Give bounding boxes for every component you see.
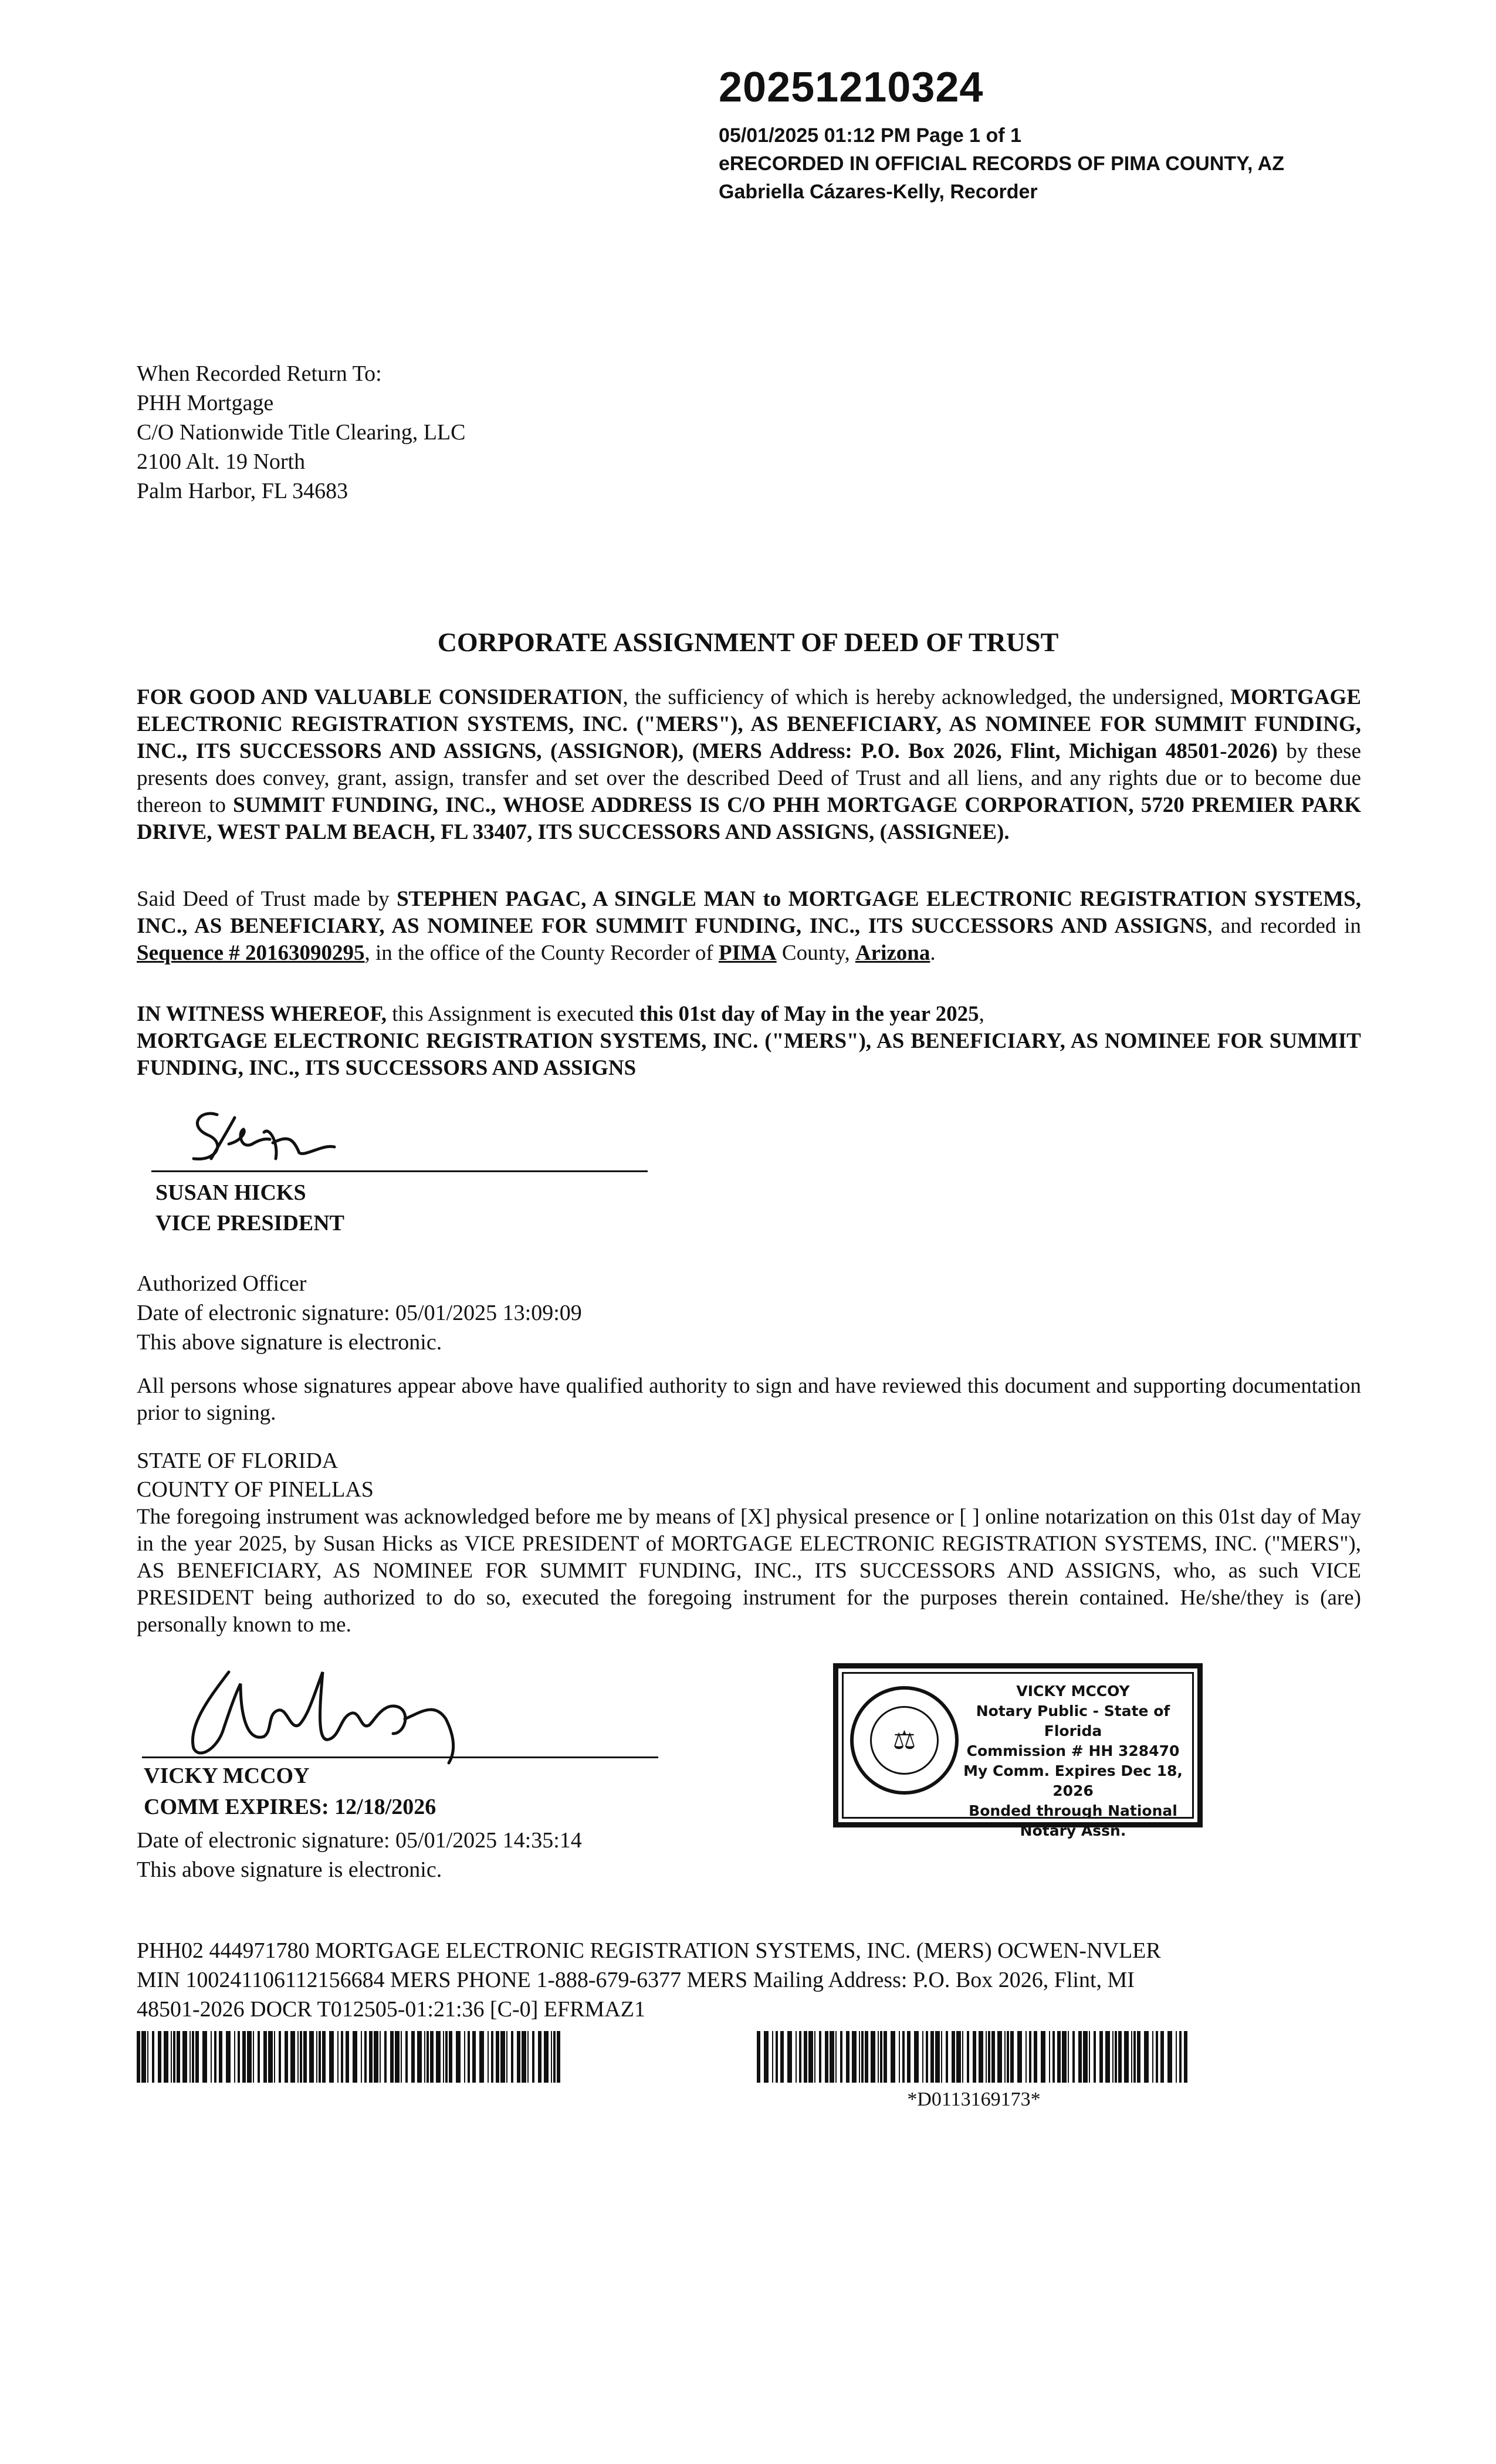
barcode-bar bbox=[472, 2031, 476, 2083]
recorder-name: Gabriella Cázares-Kelly, Recorder bbox=[719, 181, 1038, 203]
barcode-bar bbox=[427, 2031, 429, 2083]
signer-signature-date: Date of electronic signature: 05/01/2025 13:09:09 bbox=[137, 1301, 582, 1325]
barcode-bar bbox=[417, 2031, 422, 2083]
barcode-bar bbox=[361, 2031, 362, 2083]
barcode-bar bbox=[137, 2031, 140, 2083]
barcode-bar bbox=[922, 2031, 923, 2083]
barcode-bar bbox=[1176, 2031, 1177, 2083]
authority-statement: All persons whose signatures appear above have qualified authority to sign and have reviewed this document and supporting documentation prior to signing. bbox=[137, 1374, 1361, 1425]
state-name: Arizona bbox=[855, 941, 930, 965]
barcode-bar bbox=[152, 2031, 154, 2083]
para2-text-5: . bbox=[930, 941, 936, 965]
barcode-bar bbox=[988, 2031, 990, 2083]
barcode-bar bbox=[517, 2031, 520, 2083]
barcode-bar bbox=[164, 2031, 168, 2083]
barcode-bar bbox=[787, 2031, 792, 2083]
barcode-bar bbox=[300, 2031, 302, 2083]
barcode-bar bbox=[242, 2031, 246, 2083]
barcode-bar bbox=[899, 2031, 900, 2083]
barcode-bar bbox=[424, 2031, 425, 2083]
barcode-bar bbox=[226, 2031, 231, 2083]
barcode-bar bbox=[285, 2031, 288, 2083]
barcode-bar bbox=[776, 2031, 778, 2083]
para1-text-2: by these presents does convey, grant, assign, transfer and set over the described Deed of Trust and all liens, and any rights due or to become due thereon to bbox=[137, 739, 1361, 817]
barcode-bar bbox=[468, 2031, 470, 2083]
barcode-bar bbox=[1068, 2031, 1069, 2083]
barcode-bar bbox=[141, 2031, 146, 2083]
barcode-bar bbox=[796, 2031, 797, 2083]
susan-hicks-signature bbox=[176, 1103, 352, 1173]
barcode-bar bbox=[337, 2031, 339, 2083]
barcode-bar bbox=[997, 2031, 1002, 2083]
barcode-bar bbox=[353, 2031, 357, 2083]
barcode-bar bbox=[258, 2031, 260, 2083]
barcode-bar bbox=[1124, 2031, 1129, 2083]
barcode-bar bbox=[1007, 2031, 1009, 2083]
barcode-bar bbox=[880, 2031, 882, 2083]
stamp-notary-state: Notary Public - State of Florida bbox=[976, 1703, 1170, 1739]
barcode-bar bbox=[952, 2031, 955, 2083]
witness-entity: MORTGAGE ELECTRONIC REGISTRATION SYSTEMS, INC. ("MERS"), AS BENEFICIARY, AS NOMINEE FOR SUMMIT FUNDING, INC., ITS SUCCESSORS AND ASSIGNS bbox=[137, 1029, 1361, 1080]
barcode-bar bbox=[430, 2031, 434, 2083]
barcode-bar bbox=[1156, 2031, 1158, 2083]
barcode-bar bbox=[374, 2031, 378, 2083]
barcode-label: *D0113169173* bbox=[907, 2089, 1041, 2110]
footer-line: PHH02 444971780 MORTGAGE ELECTRONIC REGISTRATION SYSTEMS, INC. (MERS) OCWEN-NVLER bbox=[137, 1938, 1161, 1963]
barcode-right bbox=[757, 2031, 1191, 2083]
notary-state: STATE OF FLORIDA bbox=[137, 1448, 339, 1473]
barcode-bar bbox=[405, 2031, 408, 2083]
assignment-paragraph bbox=[137, 684, 1361, 846]
barcode-bar bbox=[1115, 2031, 1117, 2083]
stamp-expires: My Comm. Expires Dec 18, 2026 bbox=[963, 1762, 1183, 1799]
barcode-bar bbox=[1105, 2031, 1110, 2083]
recording-number: 20251210324 bbox=[719, 64, 984, 111]
barcode-bar bbox=[390, 2031, 394, 2083]
seal-emblem-icon: ⚖ bbox=[870, 1706, 939, 1775]
authorized-officer: Authorized Officer bbox=[137, 1271, 307, 1296]
barcode-bar bbox=[171, 2031, 172, 2083]
barcode-bar bbox=[884, 2031, 887, 2083]
barcode-bar bbox=[1144, 2031, 1149, 2083]
return-to-line: Palm Harbor, FL 34683 bbox=[137, 479, 348, 503]
barcode-bar bbox=[967, 2031, 969, 2083]
barcode-bar bbox=[247, 2031, 252, 2083]
deed-of-trust-paragraph bbox=[137, 886, 1361, 967]
barcode-bar bbox=[527, 2031, 529, 2083]
barcode-bar bbox=[303, 2031, 307, 2083]
barcode-bar bbox=[764, 2031, 769, 2083]
barcode-bar bbox=[532, 2031, 534, 2083]
barcode-bar bbox=[946, 2031, 948, 2083]
barcode-bar bbox=[1131, 2031, 1132, 2083]
barcode-bar bbox=[830, 2031, 834, 2083]
assignor-bold: MORTGAGE ELECTRONIC REGISTRATION SYSTEMS, INC. ("MERS"), AS BENEFICIARY, AS NOMINEE FOR SUMMIT FUNDING, INC., ITS SUCCESSORS AND ASSIGNS, (ASSIGNOR), (MERS Address: P.O. Box 2026, Flint, Michigan 48501-2026) bbox=[137, 685, 1361, 763]
barcode-bar bbox=[956, 2031, 961, 2083]
barcode-bar bbox=[551, 2031, 552, 2083]
barcode-bar bbox=[443, 2031, 444, 2083]
barcode-bar bbox=[544, 2031, 549, 2083]
barcode-bar bbox=[1004, 2031, 1006, 2083]
barcode-bar bbox=[979, 2031, 983, 2083]
notary-name: VICKY MCCOY bbox=[144, 1764, 310, 1788]
notary-stamp bbox=[833, 1663, 1203, 1839]
barcode-bar bbox=[1057, 2031, 1061, 2083]
barcode-bar bbox=[1099, 2031, 1103, 2083]
barcode-bar bbox=[962, 2031, 963, 2083]
footer-line: 48501-2026 DOCR T012505-01:21:36 [C-0] EFRMAZ1 bbox=[137, 1997, 645, 2022]
barcode-bar bbox=[158, 2031, 161, 2083]
witness-paragraph bbox=[137, 1001, 1361, 1082]
return-to-line: 2100 Alt. 19 North bbox=[137, 449, 306, 474]
barcode-bar bbox=[511, 2031, 513, 2083]
barcode-bar bbox=[840, 2031, 842, 2083]
barcode-bar bbox=[772, 2031, 773, 2083]
barcode-bar bbox=[445, 2031, 448, 2083]
stamp-bonded: Bonded through National Notary Assn. bbox=[969, 1802, 1177, 1839]
barcode-bar bbox=[380, 2031, 381, 2083]
para2-text-4: County, bbox=[776, 941, 855, 965]
para3-text-1: this Assignment is executed bbox=[387, 1002, 639, 1026]
signer-name: SUSAN HICKS bbox=[155, 1180, 306, 1205]
barcode-bar bbox=[1179, 2031, 1182, 2083]
barcode-bar bbox=[902, 2031, 905, 2083]
barcode-bar bbox=[780, 2031, 784, 2083]
barcode-bar bbox=[1137, 2031, 1140, 2083]
barcode-bar bbox=[861, 2031, 864, 2083]
barcode-bar bbox=[341, 2031, 343, 2083]
barcode-bar bbox=[1167, 2031, 1172, 2083]
notary-seal bbox=[850, 1686, 959, 1795]
notary-commission-expires: COMM EXPIRES: 12/18/2026 bbox=[144, 1795, 436, 1819]
barcode-bar bbox=[234, 2031, 235, 2083]
barcode-bar bbox=[496, 2031, 499, 2083]
return-to-line: PHH Mortgage bbox=[137, 391, 274, 415]
barcode-bar bbox=[865, 2031, 868, 2083]
barcode-bar bbox=[1152, 2031, 1153, 2083]
barcode-bar bbox=[825, 2031, 828, 2083]
barcode-bar bbox=[279, 2031, 281, 2083]
acknowledgment-paragraph: The foregoing instrument was acknowledged before me by means of [X] physical presence or [ ] online notarization on this 01st day of May in the year 2025, by Susan Hicks as VICE PRESIDENT of MORTGAGE ELECTRONIC REGISTRATION SYSTEMS, INC. ("MERS"), AS BENEFICIARY, AS NOMINEE FOR SUMMIT FUNDING, INC., ITS SUCCESSORS AND ASSIGNS, who, as such VICE PRESIDENT being authorized to do so, executed the foregoing instrument for the purposes therein contained. He/she/they is (are) personally known to me. bbox=[137, 1505, 1361, 1637]
barcode-bar bbox=[449, 2031, 452, 2083]
recording-office: eRECORDED IN OFFICIAL RECORDS OF PIMA COUNTY, AZ bbox=[719, 153, 1285, 175]
barcode-bar bbox=[147, 2031, 148, 2083]
barcode-bar bbox=[329, 2031, 334, 2083]
barcode-bar bbox=[395, 2031, 400, 2083]
barcode-bar bbox=[799, 2031, 801, 2083]
assignee-bold: SUMMIT FUNDING, INC., WHOSE ADDRESS IS C/O PHH MORTGAGE CORPORATION, 5720 PREMIER PARK DRIVE, WEST PALM BEACH, FL 33407, ITS SUCCESSORS AND ASSIGNS, (ASSIGNEE). bbox=[137, 793, 1362, 844]
barcode-left bbox=[137, 2031, 565, 2083]
barcode-bar bbox=[930, 2031, 934, 2083]
stamp-text bbox=[956, 1681, 1190, 1841]
barcode-bar bbox=[538, 2031, 541, 2083]
barcode-bar bbox=[1062, 2031, 1067, 2083]
barcode-bar bbox=[401, 2031, 402, 2083]
barcode-bar bbox=[253, 2031, 254, 2083]
barcode-bar bbox=[195, 2031, 199, 2083]
para3-text-2: , bbox=[979, 1002, 984, 1026]
barcode-bar bbox=[274, 2031, 275, 2083]
barcode-bar bbox=[456, 2031, 461, 2083]
document-title: CORPORATE ASSIGNMENT OF DEED OF TRUST bbox=[437, 627, 1059, 657]
notary-signature-date: Date of electronic signature: 05/01/2025 14:35:14 bbox=[137, 1828, 582, 1853]
return-to-line: When Recorded Return To: bbox=[137, 361, 382, 386]
barcode-bar bbox=[309, 2031, 314, 2083]
para2-text-3: , in the office of the County Recorder of bbox=[364, 941, 719, 965]
barcode-bar bbox=[364, 2031, 367, 2083]
barcode-bar bbox=[986, 2031, 987, 2083]
barcode-bar bbox=[290, 2031, 295, 2083]
barcode-bar bbox=[384, 2031, 387, 2083]
barcode-bar bbox=[411, 2031, 415, 2083]
barcode-bar bbox=[316, 2031, 317, 2083]
barcode-bar bbox=[1052, 2031, 1055, 2083]
barcode-bar bbox=[464, 2031, 465, 2083]
para2-text-2: , and recorded in bbox=[1207, 914, 1361, 938]
signer-signature-line bbox=[151, 1170, 648, 1172]
barcode-bar bbox=[479, 2031, 484, 2083]
notary-electronic-note: This above signature is electronic. bbox=[137, 1857, 442, 1882]
barcode-bar bbox=[935, 2031, 940, 2083]
stamp-commission: Commission # HH 328470 bbox=[966, 1742, 1180, 1759]
execution-date: this 01st day of May in the year 2025 bbox=[639, 1002, 979, 1026]
barcode-bar bbox=[173, 2031, 175, 2083]
vicky-mccoy-signature bbox=[153, 1660, 505, 1772]
barcode-bar bbox=[1089, 2031, 1090, 2083]
barcode-bar bbox=[238, 2031, 240, 2083]
barcode-bar bbox=[1017, 2031, 1022, 2083]
barcode-bar bbox=[189, 2031, 191, 2083]
barcode-bar bbox=[506, 2031, 507, 2083]
witness-bold: IN WITNESS WHEREOF, bbox=[137, 1002, 387, 1026]
barcode-bar bbox=[369, 2031, 373, 2083]
barcode-bar bbox=[488, 2031, 489, 2083]
barcode-bar bbox=[1010, 2031, 1014, 2083]
return-to-block bbox=[137, 359, 465, 506]
barcode-bar bbox=[319, 2031, 321, 2083]
barcode-bar bbox=[907, 2031, 911, 2083]
return-to-line: C/O Nationwide Title Clearing, LLC bbox=[137, 420, 466, 445]
barcode-bar bbox=[757, 2031, 760, 2083]
barcode-bar bbox=[1072, 2031, 1075, 2083]
barcode-bar bbox=[1078, 2031, 1082, 2083]
barcode-bar bbox=[1184, 2031, 1187, 2083]
barcode-bar bbox=[322, 2031, 326, 2083]
barcode-bar bbox=[1160, 2031, 1164, 2083]
barcode-bar bbox=[182, 2031, 187, 2083]
sequence-number: Sequence # 20163090295 bbox=[137, 941, 365, 965]
barcode-bar bbox=[1094, 2031, 1096, 2083]
signer-electronic-note: This above signature is electronic. bbox=[137, 1330, 442, 1355]
barcode-bar bbox=[1041, 2031, 1045, 2083]
barcode-bar bbox=[973, 2031, 976, 2083]
barcode-bar bbox=[1029, 2031, 1031, 2083]
barcode-bar bbox=[1112, 2031, 1113, 2083]
barcode-bar bbox=[297, 2031, 299, 2083]
barcode-bar bbox=[1025, 2031, 1027, 2083]
barcode-bar bbox=[804, 2031, 807, 2083]
barcode-bar bbox=[941, 2031, 942, 2083]
barcode-bar bbox=[263, 2031, 267, 2083]
recording-datetime: 05/01/2025 01:12 PM Page 1 of 1 bbox=[719, 124, 1021, 147]
footer-block bbox=[137, 1936, 1369, 2024]
barcode-bar bbox=[436, 2031, 441, 2083]
barcode-bar bbox=[1133, 2031, 1136, 2083]
barcode-bar bbox=[819, 2031, 821, 2083]
notary-signature-line bbox=[142, 1756, 658, 1758]
barcode-bar bbox=[808, 2031, 813, 2083]
barcode-bar bbox=[1034, 2031, 1037, 2083]
barcode-bar bbox=[192, 2031, 194, 2083]
barcode-bar bbox=[268, 2031, 273, 2083]
barcode-bar bbox=[1049, 2031, 1050, 2083]
county-name: PIMA bbox=[718, 941, 777, 965]
consideration-bold: FOR GOOD AND VALUABLE CONSIDERATION bbox=[137, 685, 623, 709]
barcode-bar bbox=[553, 2031, 556, 2083]
barcode-bar bbox=[522, 2031, 526, 2083]
barcode-bar bbox=[500, 2031, 505, 2083]
barcode-bar bbox=[891, 2031, 895, 2083]
stamp-notary-name: VICKY MCCOY bbox=[1016, 1683, 1130, 1700]
barcode-bar bbox=[814, 2031, 815, 2083]
footer-line: MIN 100241106112156684 MERS PHONE 1-888-679-6377 MERS Mailing Address: P.O. Box 2026, Flint, MI bbox=[137, 1968, 1135, 1992]
barcode-bar bbox=[914, 2031, 919, 2083]
barcode-bar bbox=[202, 2031, 207, 2083]
para1-text-1: , the sufficiency of which is hereby acknowledged, the undersigned, bbox=[622, 685, 1231, 709]
barcode-bar bbox=[219, 2031, 222, 2083]
barcode-bar bbox=[1118, 2031, 1122, 2083]
signer-title: VICE PRESIDENT bbox=[155, 1211, 345, 1236]
barcode-bar bbox=[878, 2031, 879, 2083]
grantor-bold: STEPHEN PAGAC, A SINGLE MAN to MORTGAGE ELECTRONIC REGISTRATION SYSTEMS, INC., AS BENEFICIARY, AS NOMINEE FOR SUMMIT FUNDING, INC., ITS SUCCESSORS AND ASSIGNS bbox=[137, 887, 1361, 938]
barcode-bar bbox=[871, 2031, 875, 2083]
barcode-bar bbox=[846, 2031, 849, 2083]
barcode-bar bbox=[991, 2031, 995, 2083]
barcode-bar bbox=[177, 2031, 180, 2083]
notary-county: COUNTY OF PINELLAS bbox=[137, 1477, 374, 1502]
barcode-bar bbox=[491, 2031, 493, 2083]
barcode-bar bbox=[557, 2031, 560, 2083]
barcode-bar bbox=[211, 2031, 212, 2083]
barcode-bar bbox=[859, 2031, 860, 2083]
barcode-bar bbox=[346, 2031, 349, 2083]
barcode-bar bbox=[835, 2031, 837, 2083]
barcode-bar bbox=[214, 2031, 216, 2083]
barcode-bar bbox=[852, 2031, 857, 2083]
barcode-bar bbox=[1083, 2031, 1088, 2083]
barcode-bar bbox=[926, 2031, 928, 2083]
para2-text-1: Said Deed of Trust made by bbox=[137, 887, 397, 911]
